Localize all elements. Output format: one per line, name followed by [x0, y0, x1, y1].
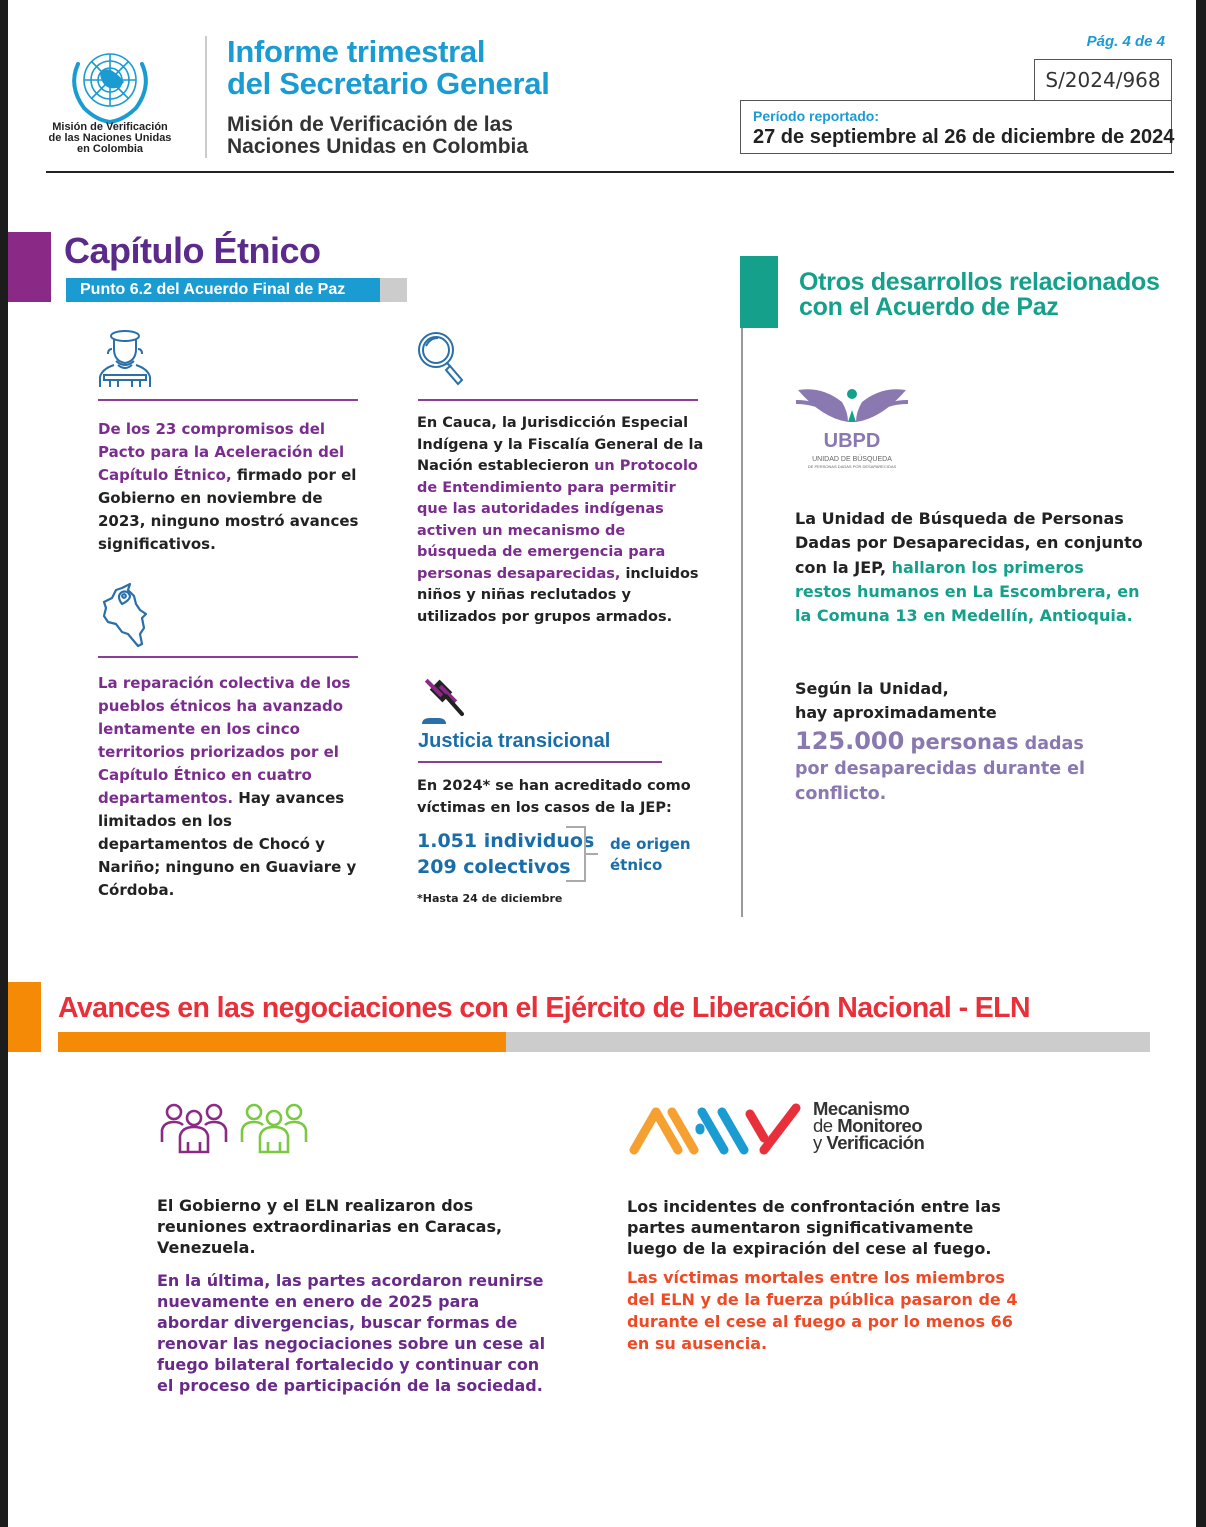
header-divider: [205, 36, 207, 158]
ethnic-subtitle: Punto 6.2 del Acuerdo Final de Paz: [66, 278, 380, 302]
justice-divider: [418, 761, 662, 763]
reporting-period-box: [740, 100, 1175, 154]
un-emblem-icon: [64, 40, 156, 128]
logo-caption: Misión de Verificación de las Naciones Unidas en Colombia: [48, 121, 172, 155]
magnifying-glass-icon: [416, 330, 468, 388]
ethnic-accent-bar: [8, 232, 51, 302]
eln-accent-bar: [8, 982, 41, 1052]
ubpd-line2: DE PERSONAS DADAS POR DESAPARECIDAS: [807, 464, 897, 469]
eln-agreement-text: En la última, las partes acordaron reunirse nuevamente en enero de 2025 para abordar divergencias, buscar formas de renovar las negociaciones sobre un cese al fuego bilateral fortalecido y continuar con el proceso de participación de la sociedad.: [157, 1271, 546, 1395]
government-people-icon: [160, 1102, 228, 1154]
ethnic-subtitle-bar: [66, 278, 407, 302]
gavel-icon: [420, 674, 470, 726]
missing-persons-stat: 125.000 personas dadas por desaparecidas durante el conflicto.: [795, 727, 1086, 804]
ethnic-title: Capítulo Étnico: [64, 230, 321, 271]
ethnic-block2-text: La reparación colectiva de los pueblos étnicos ha avanzado lentamente en los cinco territorios priorizados por el Capítulo Étnico en cuatro departamentos. Hay avances limitados en los departamentos de Chocó y Nariño; ninguno en Guaviare y Córdoba.: [98, 674, 357, 899]
indigenous-person-icon: [96, 327, 154, 389]
justice-title: Justicia transicional: [418, 730, 611, 752]
ubpd-paragraph: La Unidad de Búsqueda de Personas Dadas por Desaparecidas, en conjunto con la JEP, hallaron los primeros restos humanos en La Escombrera, en la Comuna 13 en Medellín, Antioquia.: [795, 509, 1143, 626]
other-vertical-rule: [741, 328, 743, 917]
header-rule: [46, 171, 1174, 173]
period-value: 27 de septiembre al 26 de diciembre de 2024: [753, 126, 1175, 148]
other-title: Otros desarrollos relacionados con el Acuerdo de Paz: [799, 268, 1160, 321]
justice-origin: de origen étnico: [610, 835, 691, 874]
block3-divider: [418, 399, 698, 401]
justice-bracket: [566, 826, 586, 882]
eln-title: Avances en las negociaciones con el Ejército de Liberación Nacional - ELN: [58, 992, 1030, 1024]
ubpd-according: Según la Unidad, hay aproximadamente: [795, 679, 997, 722]
report-title: Informe trimestral del Secretario General: [227, 34, 550, 101]
eln-progress-fill: [58, 1032, 506, 1052]
missing-persons-number: 125.000: [795, 727, 905, 755]
eln-meetings-text: El Gobierno y el ELN realizaron dos reuniones extraordinarias en Caracas, Venezuela.: [157, 1196, 503, 1257]
document-code: S/2024/968: [1034, 59, 1172, 100]
mmv-casualties-text: Las víctimas mortales entre los miembros del ELN y de la fuerza pública pasaron de 4 durante el cese al fuego a por lo menos 66 en su ausencia.: [627, 1268, 1018, 1353]
ubpd-logo: [792, 384, 912, 476]
justice-collectives: 209 colectivos: [417, 856, 571, 878]
eln-progress-track: [58, 1032, 1150, 1052]
mmv-incidents-text: Los incidentes de confrontación entre las partes aumentaron significativamente luego de la expiración del cese al fuego.: [627, 1197, 1001, 1258]
block2-divider: [98, 656, 358, 658]
page-number: Pág. 4 de 4: [1086, 33, 1165, 50]
justice-text: En 2024* se han acreditado como víctimas en los casos de la JEP:: [417, 778, 691, 816]
mmv-stripes-icon: [628, 1100, 808, 1156]
mmv-logo: [628, 1100, 808, 1156]
ethnic-block3-text: En Cauca, la Jurisdicción Especial Indígena y la Fiscalía General de la Nación establecieron un Protocolo de Entendimiento para permitir que las autoridades indígenas activen un mecanismo de búsqueda de emergencia para personas desaparecidas, incluidos niños y niñas reclutados y utilizados por grupos armados.: [417, 415, 704, 625]
ethnic-block1-text: De los 23 compromisos del Pacto para la Aceleración del Capítulo Étnico, firmado por el Gobierno en noviembre de 2023, ninguno mostró avances significativos.: [98, 420, 359, 553]
ubpd-acronym: UBPD: [823, 430, 881, 452]
eln-people-icon: [240, 1102, 308, 1154]
mission-name: Misión de Verificación de las Naciones Unidas en Colombia: [227, 113, 529, 158]
justice-bracket-tick: [586, 853, 598, 855]
justice-individuals: 1.051 individuos: [417, 830, 595, 852]
report-page: [8, 0, 1196, 1527]
colombia-map-pin-icon: [100, 580, 152, 652]
un-logo: [64, 40, 156, 128]
other-accent-bar: [740, 256, 778, 328]
period-label: Período reportado:: [753, 108, 880, 124]
mmv-wordmark: Mecanismo de Monitoreo y Verificación: [813, 1098, 925, 1153]
justice-footnote: *Hasta 24 de diciembre: [417, 892, 563, 905]
block1-divider: [98, 399, 358, 401]
ubpd-line1: UNIDAD DE BÚSQUEDA: [812, 456, 892, 463]
